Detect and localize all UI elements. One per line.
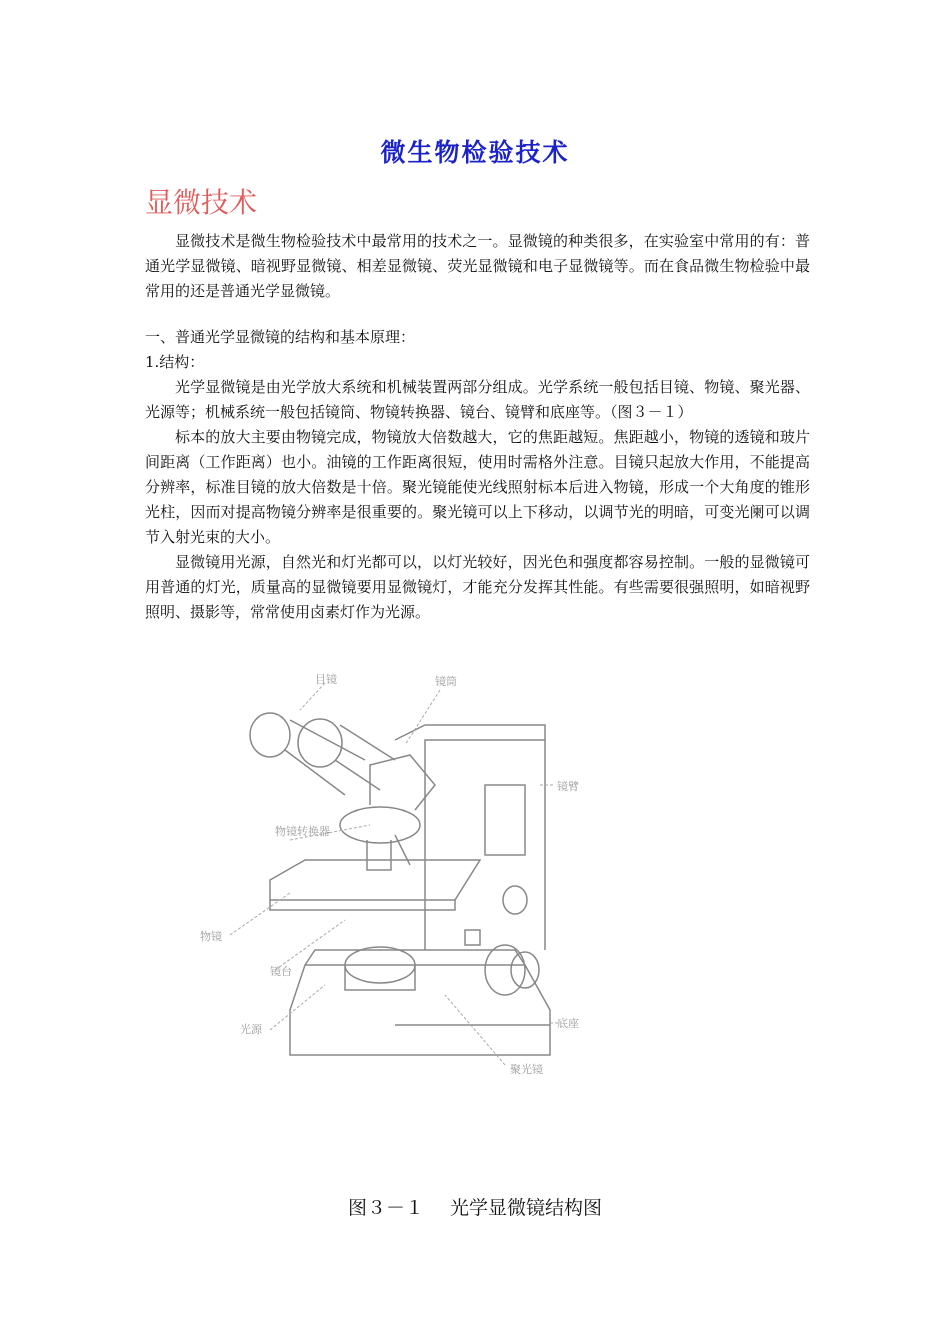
caption-number: 图３－１ [347, 1197, 424, 1219]
subheading-structure-principle: 一、普通光学显微镜的结构和基本原理： [145, 328, 416, 346]
light-source-paragraph: 显微镜用光源，自然光和灯光都可以，以灯光较好，因光色和强度都容易控制。一般的显微镜可用普通的灯光，质量高的显微镜要用显微镜灯，才能充分发挥其性能。有些需要很强照明，如暗视野照明、摄影等，常常使用卤素灯作为光源。 [145, 553, 810, 621]
label-light-source: 光源 [240, 1023, 262, 1036]
section-heading: 显微技术 [145, 186, 258, 219]
magnification-paragraph: 标本的放大主要由物镜完成，物镜放大倍数越大，它的焦距越短。焦距越小，物镜的透镜和玻片间距离（工作距离）也小。油镜的工作距离很短，使用时需格外注意。目镜只起放大作用，不能提高分辨率，标准目镜的放大倍数是十倍。聚光镜能使光线照射标本后进入物镜，形成一个大角度的锥形光柱，因而对提高物镜分辨率是很重要的。聚光镜可以上下移动，以调节光的明暗，可变光阑可以调节入射光束的大小。 [145, 428, 810, 546]
label-stage: 镜台 [270, 965, 292, 978]
figure-labels [200, 672, 579, 1076]
document-title: 微生物检验技术 [380, 138, 570, 167]
label-objective: 物镜 [200, 930, 222, 943]
microscope-figure [195, 665, 595, 1115]
microscope-drawing [250, 713, 550, 1055]
microscope-diagram [195, 665, 595, 1115]
subheading-structure: 1.结构： [145, 353, 205, 371]
label-tube: 镜筒 [435, 675, 457, 688]
structure-paragraph: 光学显微镜是由光学放大系统和机械装置两部分组成。光学系统一般包括目镜、物镜、聚光器、光源等；机械系统一般包括镜筒、物镜转换器、镜台、镜臂和底座等。（图３－１） [145, 378, 810, 421]
label-condenser: 聚光镜 [510, 1063, 543, 1076]
label-nosepiece: 物镜转换器 [275, 825, 330, 838]
label-base: 底座 [557, 1017, 579, 1030]
label-arm: 镜臂 [557, 780, 579, 793]
intro-paragraph: 显微技术是微生物检验技术中最常用的技术之一。显微镜的种类很多，在实验室中常用的有：普通光学显微镜、暗视野显微镜、相差显微镜、荧光显微镜和电子显微镜等。而在食品微生物检验中最常用的还是普通光学显微镜。 [145, 232, 810, 300]
caption-text: 光学显微镜结构图 [450, 1197, 603, 1219]
label-eyepiece: 目镜 [315, 673, 337, 686]
figure-caption [0, 1193, 950, 1220]
